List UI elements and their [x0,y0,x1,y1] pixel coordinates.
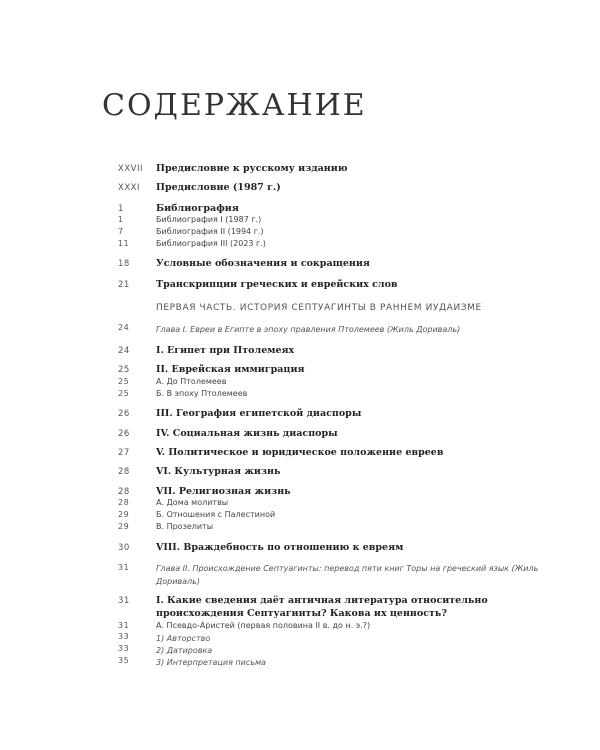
page-number: 25 [118,365,130,375]
page-number: 24 [118,323,130,332]
entry-title: IV. Социальная жизнь диаспоры [156,428,338,439]
entry-title: А. До Птолемеев [156,377,227,386]
entry-title: Предисловие к русскому изданию [156,163,348,174]
page-number: 33 [118,644,130,653]
toc-entry[interactable] [118,595,558,620]
toc-entry[interactable] [118,258,558,269]
page-number: 11 [118,239,130,248]
toc-entry[interactable] [118,182,558,193]
page-number: 21 [118,280,130,290]
toc-entry[interactable] [118,279,558,290]
toc-subentry[interactable] [118,621,558,630]
toc-entry[interactable] [118,447,558,458]
toc-entry[interactable] [118,364,558,375]
page-number: 27 [118,448,130,458]
page-number: XXXI [118,183,140,193]
page-number: 18 [118,259,130,269]
page-number: 1 [118,204,124,214]
page-number: 31 [118,621,130,630]
entry-title: 2) Датировка [156,646,213,655]
page-number: 35 [118,656,130,665]
toc-entry[interactable] [118,486,558,497]
page-title: СОДЕРЖАНИЕ [102,88,367,123]
toc-entry[interactable] [118,428,558,439]
page-number: 28 [118,487,130,497]
page-number: 31 [118,596,130,606]
entry-title: ПЕРВАЯ ЧАСТЬ. ИСТОРИЯ СЕПТУАГИНТЫ В РАННЕМ ИУДАИЗМЕ [156,303,482,313]
toc-subentry[interactable] [118,656,558,670]
entry-title: Библиография III (2023 г.) [156,239,266,248]
page-number: XXVII [118,164,143,174]
page-number: 31 [118,563,130,572]
entry-title: VIII. Враждебность по отношению к евреям [156,542,404,553]
entry-title: Библиография I (1987 г.) [156,215,262,224]
part-heading[interactable] [118,303,558,313]
toc-subentry[interactable] [118,215,558,224]
toc-subentry[interactable] [118,227,558,236]
entry-title: В. Прозелиты [156,522,214,531]
page-number: 30 [118,543,130,553]
entry-title: А. Дома молитвы [156,498,229,507]
page-number: 1 [118,215,124,224]
toc-entry[interactable] [118,542,558,553]
entry-title: VI. Культурная жизнь [156,466,281,477]
entry-title: Предисловие (1987 г.) [156,182,281,193]
toc-entry[interactable] [118,466,558,477]
toc-entry[interactable] [118,345,558,356]
page-number: 25 [118,377,130,386]
page-number: 29 [118,522,130,531]
page-number: 7 [118,227,124,236]
entry-title: VII. Религиозная жизнь [156,486,291,497]
toc-chapter[interactable] [118,563,558,588]
toc-subentry[interactable] [118,498,558,507]
entry-title: V. Политическое и юридическое положение евреев [156,447,444,458]
entry-title: Транскрипции греческих и еврейских слов [156,279,398,290]
page-number: 33 [118,632,130,641]
toc-entry[interactable] [118,408,558,419]
toc-entry[interactable] [118,203,558,214]
toc-subentry[interactable] [118,389,558,398]
entry-title: Условные обозначения и сокращения [156,258,370,269]
page-number: 25 [118,389,130,398]
entry-title: II. Еврейская иммиграция [156,364,305,375]
page-number: 26 [118,409,130,419]
page-number: 28 [118,467,130,477]
entry-title: Глава I. Евреи в Египте в эпоху правления Птолемеев (Жиль Дориваль) [156,325,461,334]
entry-title: I. Египет при Птолемеях [156,345,295,356]
entry-title: Глава II. Происхождение Септуагинты: перевод пяти книг Торы на греческий язык (Жиль Дориваль) [156,564,539,586]
toc-subentry[interactable] [118,239,558,248]
entry-title: III. География египетской диаспоры [156,408,362,419]
entry-title: 3) Интерпретация письма [156,658,266,667]
page-number: 28 [118,498,130,507]
entry-title: Б. В эпоху Птолемеев [156,389,248,398]
page-number: 29 [118,510,130,519]
entry-title: А. Псевдо-Аристей (первая половина II в. до н. э.?) [156,621,371,630]
entry-title: I. Какие сведения даёт античная литература относительно происхождения Септуагинты? Какова их ценность? [156,595,488,619]
page-number: 24 [118,346,130,356]
page-number: 26 [118,429,130,439]
entry-title: Б. Отношения с Палестиной [156,510,276,519]
toc-chapter[interactable] [118,323,558,337]
entry-title: Библиография II (1994 г.) [156,227,264,236]
toc-entry[interactable] [118,163,558,174]
toc-subentry[interactable] [118,377,558,386]
toc-subentry[interactable] [118,522,558,531]
entry-title: 1) Авторство [156,634,211,643]
page-number [118,303,156,313]
toc-subentry[interactable] [118,510,558,519]
entry-title: Библиография [156,203,239,214]
